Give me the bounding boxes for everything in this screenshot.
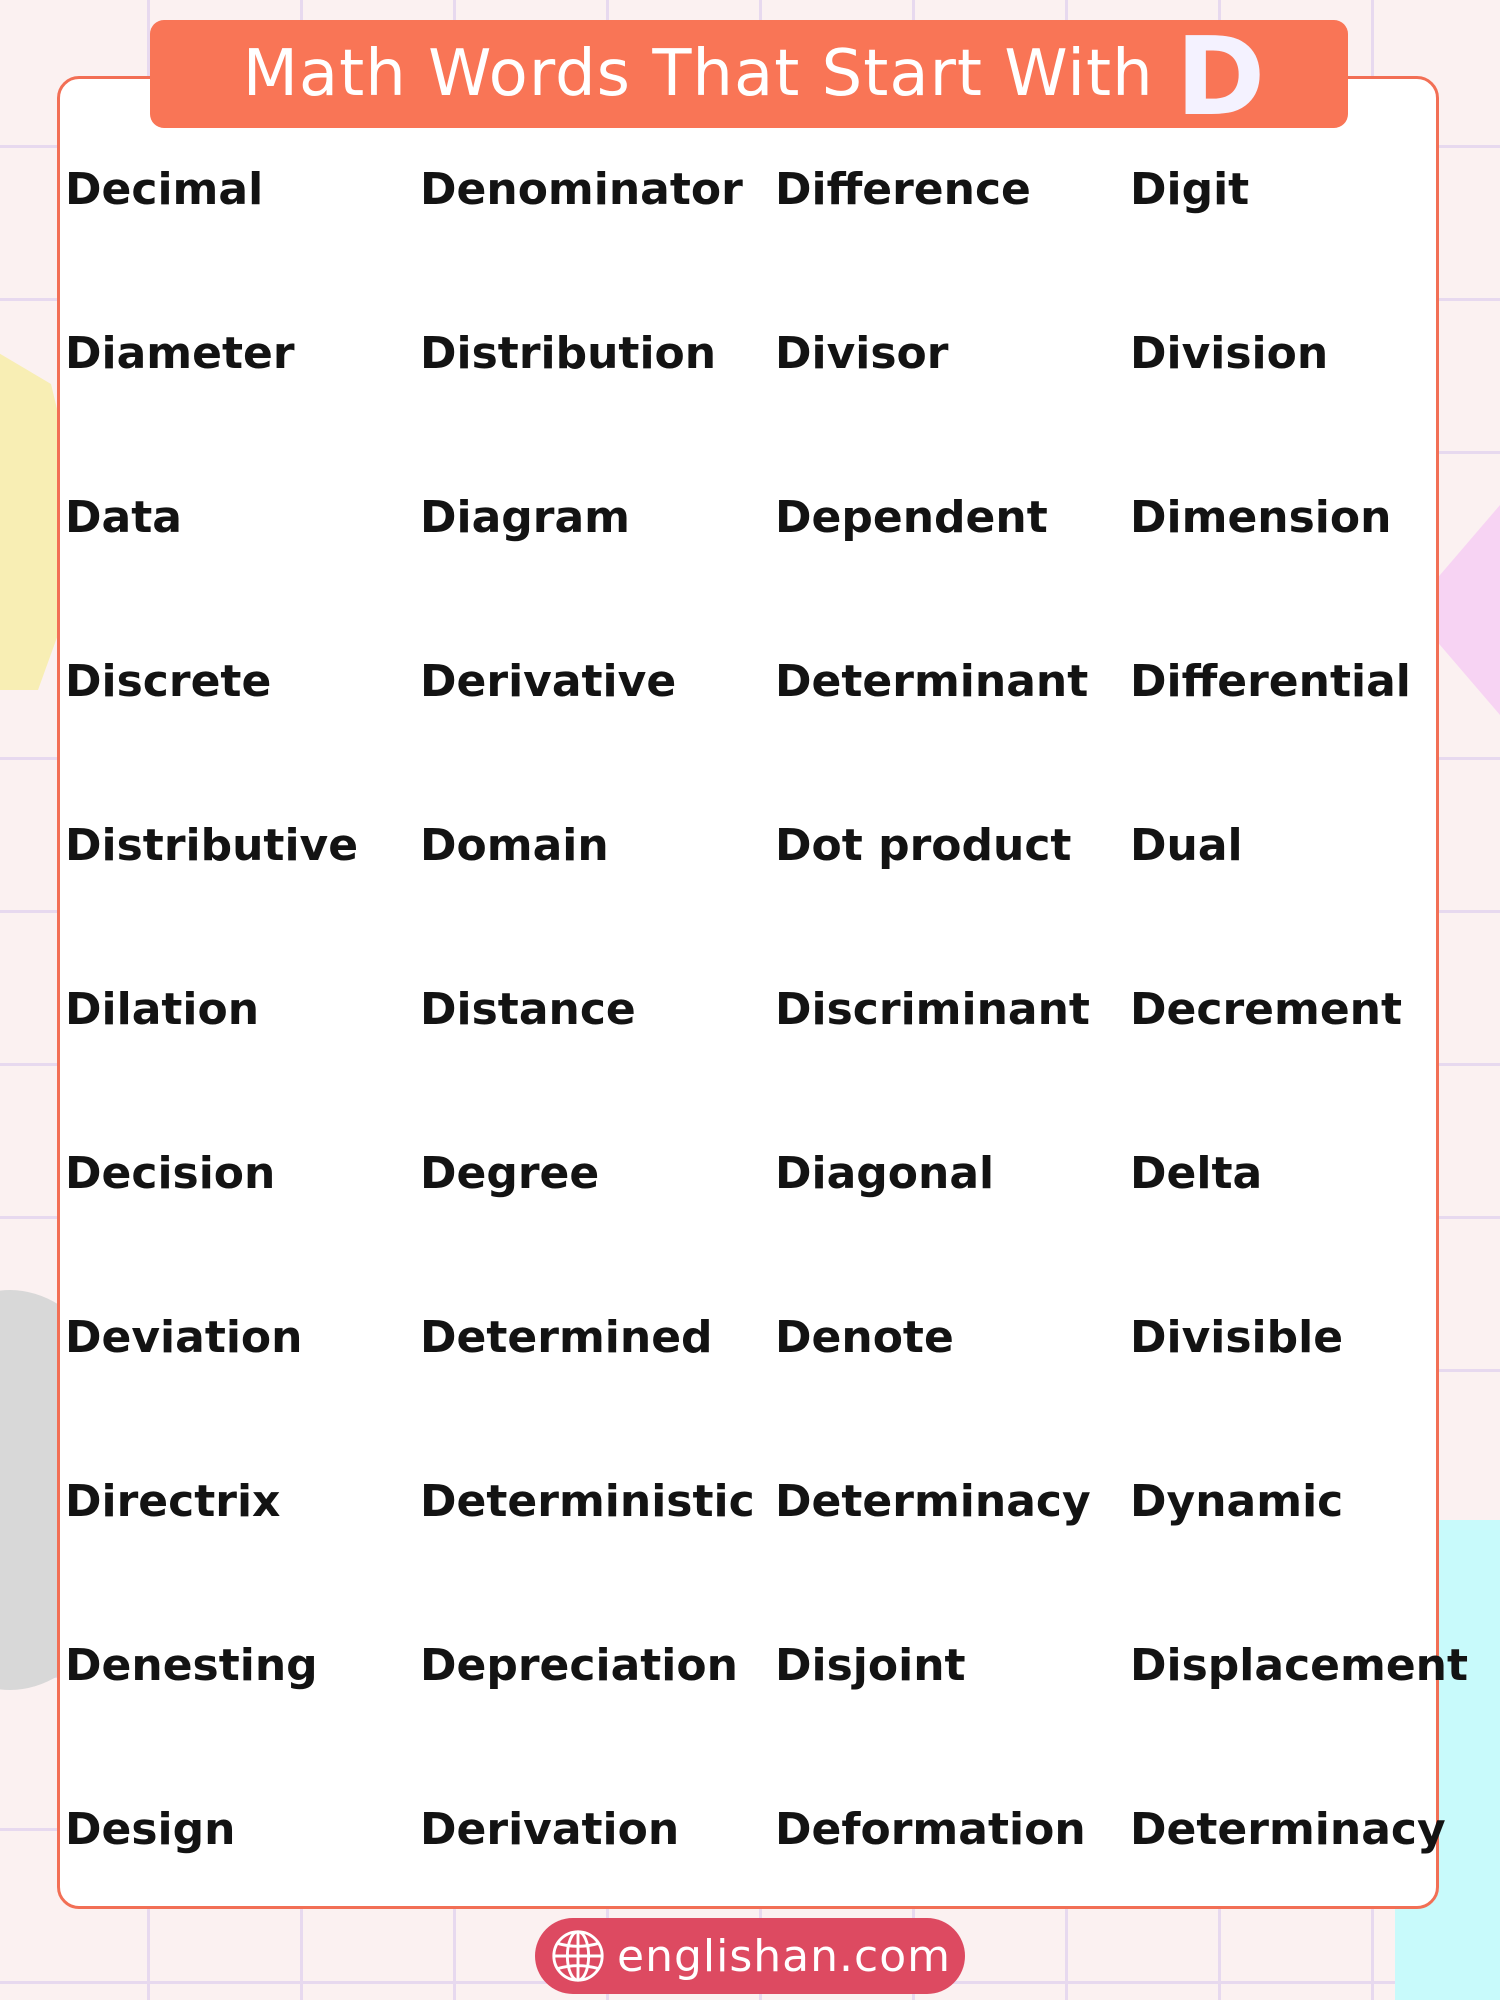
word-item: Discrete [65, 656, 272, 707]
word-item: Dual [1130, 820, 1243, 871]
word-item: Delta [1130, 1148, 1263, 1199]
word-item: Determined [420, 1312, 713, 1363]
word-item: Discriminant [775, 984, 1090, 1035]
word-item: Derivative [420, 656, 677, 707]
word-item: Determinacy [1130, 1804, 1446, 1855]
word-item: Division [1130, 328, 1329, 379]
word-item: Denominator [420, 164, 743, 215]
word-item: Differential [1130, 656, 1411, 707]
title-banner [150, 15, 1348, 140]
globe-icon [549, 1927, 607, 1985]
word-item: Determinant [775, 656, 1089, 707]
word-item: Displacement [1130, 1640, 1469, 1691]
word-item: Derivation [420, 1804, 680, 1855]
word-item: Denote [775, 1312, 954, 1363]
word-item: Denesting [65, 1640, 318, 1691]
word-item: Diagonal [775, 1148, 995, 1199]
page-title: Math Words That Start With [242, 37, 1154, 111]
word-item: Degree [420, 1148, 600, 1199]
word-item: Dynamic [1130, 1476, 1344, 1527]
word-item: Dilation [65, 984, 260, 1035]
word-item: Decision [65, 1148, 276, 1199]
word-item: Digit [1130, 164, 1250, 215]
word-item: Decimal [65, 164, 264, 215]
word-item: Dot product [775, 820, 1072, 871]
word-item: Domain [420, 820, 609, 871]
word-item: Depreciation [420, 1640, 738, 1691]
word-item: Divisible [1130, 1312, 1344, 1363]
word-grid [65, 136, 1485, 1855]
word-item: Data [65, 492, 182, 543]
word-item: Deviation [65, 1312, 303, 1363]
word-item: Design [65, 1804, 236, 1855]
word-item: Disjoint [775, 1640, 966, 1691]
word-item: Distance [420, 984, 636, 1035]
word-item: Dependent [775, 492, 1048, 543]
word-item: Difference [775, 164, 1031, 215]
website-badge[interactable] [535, 1918, 965, 1994]
title-letter: D [1175, 15, 1266, 140]
word-item: Deterministic [420, 1476, 755, 1527]
word-item: Diagram [420, 492, 631, 543]
word-item: Diameter [65, 328, 295, 379]
word-item: Decrement [1130, 984, 1403, 1035]
word-item: Determinacy [775, 1476, 1091, 1527]
word-item: Distribution [420, 328, 717, 379]
word-item: Dimension [1130, 492, 1392, 543]
word-item: Deformation [775, 1804, 1086, 1855]
word-item: Directrix [65, 1476, 281, 1527]
word-item: Distributive [65, 820, 359, 871]
website-url: englishan.com [617, 1930, 951, 1982]
word-item: Divisor [775, 328, 949, 379]
